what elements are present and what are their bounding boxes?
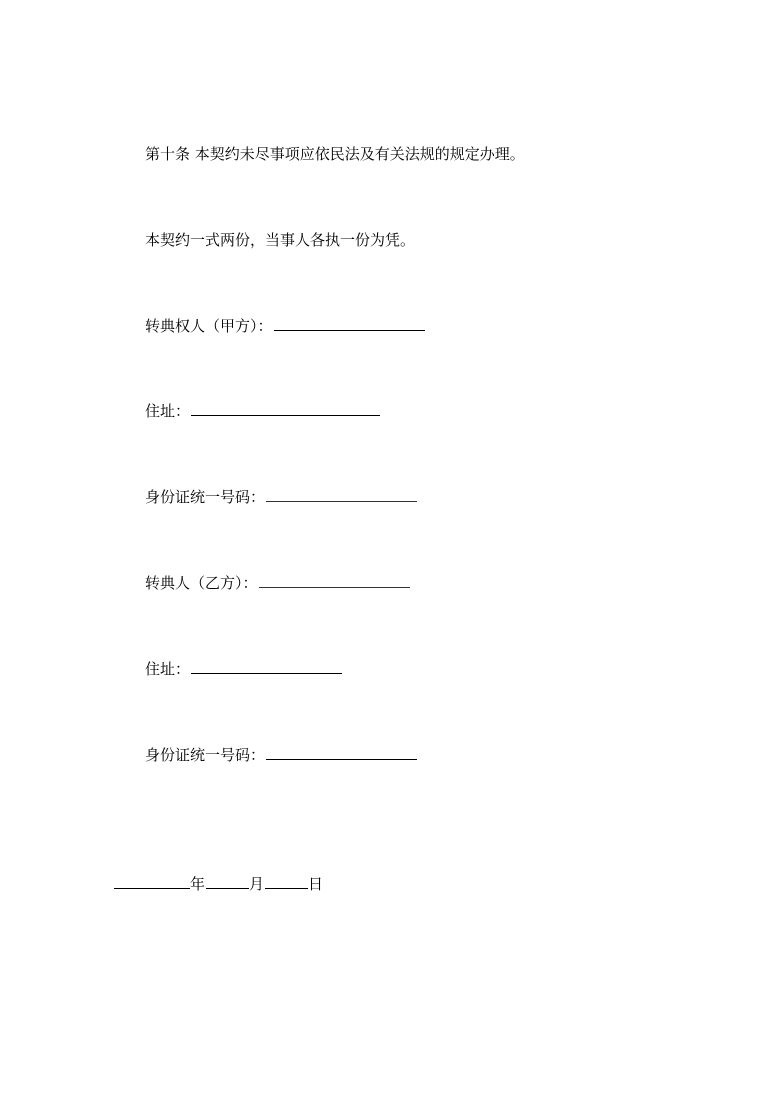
party-a-id-blank[interactable] xyxy=(266,487,417,502)
copies-clause-text: 本契约一式两份，当事人各执一份为凭。 xyxy=(145,231,416,249)
party-a-address-row xyxy=(145,401,380,421)
year-blank[interactable] xyxy=(114,874,190,889)
party-a-id-label: 身份证统一号码： xyxy=(145,488,266,506)
party-b-label: 转典人（乙方）： xyxy=(145,574,258,592)
article-ten-text: 第十条 本契约未尽事项应依民法及有关法规的规定办理。 xyxy=(145,145,525,163)
party-a-address-label: 住址： xyxy=(145,402,191,420)
day-blank[interactable] xyxy=(265,874,308,889)
year-label: 年 xyxy=(190,875,206,893)
month-label: 月 xyxy=(249,875,265,893)
party-a-id-row xyxy=(145,487,417,507)
party-a-name-blank[interactable] xyxy=(274,316,425,331)
party-a-address-blank[interactable] xyxy=(191,401,380,416)
day-label: 日 xyxy=(308,875,324,893)
party-b-address-row xyxy=(145,659,342,679)
party-b-name-blank[interactable] xyxy=(259,573,410,588)
party-b-address-label: 住址： xyxy=(145,660,191,678)
date-row xyxy=(114,874,323,894)
party-a-label: 转典权人（甲方）： xyxy=(145,317,273,335)
party-b-signature-row xyxy=(145,573,410,593)
party-b-id-blank[interactable] xyxy=(266,745,417,760)
party-b-address-blank[interactable] xyxy=(191,659,342,674)
party-a-signature-row xyxy=(145,316,425,336)
party-b-id-row xyxy=(145,745,417,765)
party-b-id-label: 身份证统一号码： xyxy=(145,746,266,764)
month-blank[interactable] xyxy=(206,874,249,889)
